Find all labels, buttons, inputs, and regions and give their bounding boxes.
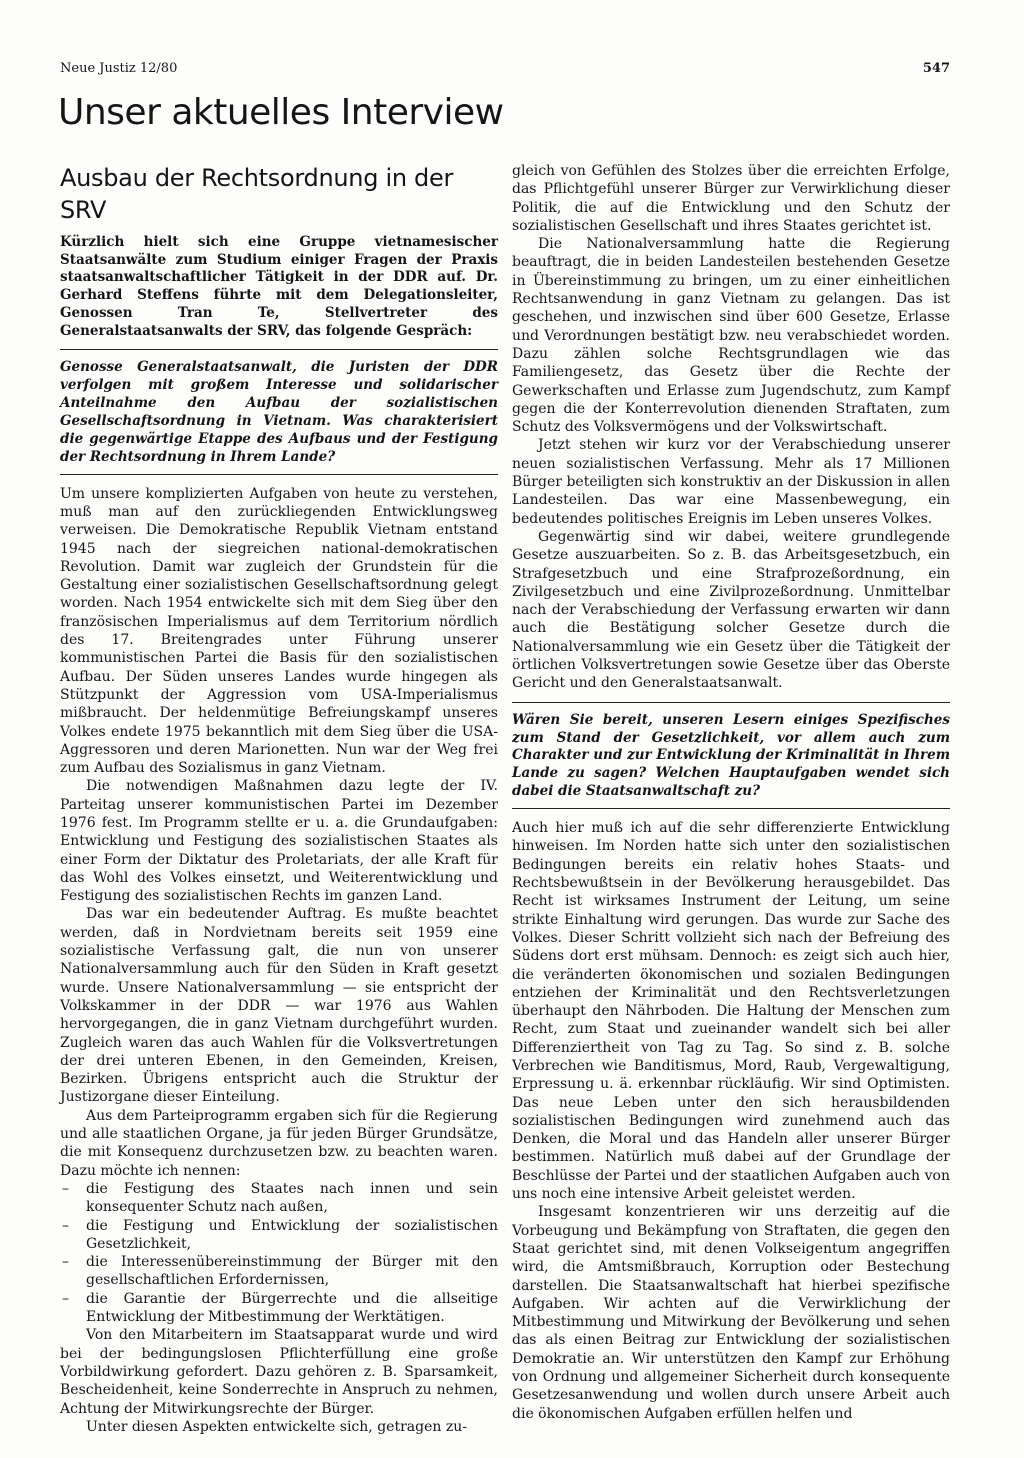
answer-paragraph: Die notwendigen Maßnahmen dazu legte der IV. Parteitag unserer kommunistischen Partei im Dezember 1976 fest. Im Programm stellte er u. a. die Grundaufgaben: Entwicklung und Festigung des sozialistischen Staates als einer Form der Diktatur des Proletariats, der alle Kraft für das Wohl des Volkes einsetzt, und Weiterentwicklung und Festigung des sozialistischen Rechts im ganzen Land. — [60, 778, 498, 905]
answer-paragraph: Unter diesen Aspekten entwickelte sich, getragen zu- — [86, 1418, 467, 1435]
interview-question-1 — [60, 349, 498, 474]
answer-paragraph: Auch hier muß ich auf die sehr differenzierte Entwicklung hinweisen. Im Norden hatte sich unter den sozialistischen Bedingungen bereits ein relativ hohes Staats- und Rechtsbewußtsein in der Bevölkerung herausgebildet. Das Recht ist wirksames Instrument der Leitung, um seine strikte Einhaltung wird gerungen. Das wurde zur Sache des Volkes. Dieser Schritt vollzieht sich nach der Befreiung des Südens dort erst mühsam. Dennoch: es zeigt sich auch hier, die veränderten ökonomischen und sozialen Bedingungen entziehen der Kriminalität und den Rechtsverletzungen überhaupt den Nährboden. Die Haltung der Menschen zum Recht, zum Staat und zueinander wandelt sich bei aller Differenziertheit von Tag zu Tag. So sind z. B. solche Verbrechen wie Banditismus, Mord, Raub, Vergewaltigung, Erpressung u. ä. erkennbar rückläufig. Wir sind Optimisten. Das neue Leben unter den sich herausbildenden sozialistischen Bedingungen wird zunehmend auch das Denken, die Moral und das Handeln aller unserer Bürger bestimmen. Natürlich muß dabei auf der Grundlage der Beschlüsse der Partei und der staatlichen Aufgaben auch von uns noch eine intensive Arbeit geleistet werden. — [512, 820, 950, 1203]
left-column — [60, 162, 498, 1436]
list-item: – die Interessenübereinstimmung der Bürger mit den gesellschaftlichen Erfordernissen, — [60, 1253, 498, 1290]
answer-paragraph: Um unsere komplizierten Aufgaben von heute zu verstehen, muß man auf den zurückliegenden Entwicklungsweg verweisen. Die Demokratische Republik Vietnam entstand 1945 nach der siegreichen national-demokratischen Revolution. Damit war zugleich der Grundstein für die Gestaltung einer sozialistischen Gesellschaftsordnung gelegt worden. Nach 1954 entwickelte sich mit dem Sieg über den französischen Imperialismus auf dem Territorium nördlich des 17. Breitengrades unter Führung unserer kommunistischen Partei die Basis für den sozialistischen Aufbau. Der Süden unseres Landes wurde hingegen als Stützpunkt der Aggression vom USA-Imperialismus mißbraucht. Der heldenmütige Befreiungskampf unseres Volkes endete 1975 bekanntlich mit dem Sieg über die USA-Aggressoren und deren Marionetten. Nun war der Weg frei zum Aufbau des Sozialismus in ganz Vietnam. — [60, 485, 498, 777]
journal-issue: Neue Justiz 12/80 — [60, 61, 178, 76]
list-item: – die Garantie der Bürgerrechte und die allseitige Entwicklung der Mitbestimmung der Werktätigen. — [60, 1290, 498, 1327]
list-item: – die Festigung und Entwicklung der sozialistischen Gesetzlichkeit, — [60, 1217, 498, 1254]
principles-list — [60, 1180, 498, 1326]
answer-paragraph: Aus dem Parteiprogramm ergaben sich für die Regierung und alle staatlichen Organe, ja für jeden Bürger Grundsätze, die mit Konsequenz durchzusetzen bzw. zu beachten waren. Dazu möchte ich nennen: — [60, 1107, 498, 1179]
answer-paragraph: Die Nationalversammlung hatte die Regierung beauftragt, die in beiden Landesteilen bestehenden Gesetze in Übereinstimmung zu bringen, um zu einer einheitlichen Rechtsanwendung in ganz Vietnam zu gelangen. Das ist geschehen, und inzwischen sind über 600 Gesetze, Erlasse und Verordnungen bestätigt bzw. neu verabschiedet worden. Dazu zählen solche Rechtsgrundlagen wie das Familiengesetz, das Gesetz über die Rechte der Gewerkschaften und Erlasse zum Jugendschutz, zum Kampf gegen die der Konterrevolution dienenden Straftaten, zum Schutz des Volksvermögens und der Volkswirtschaft. — [512, 236, 950, 436]
answer-paragraph: Das war ein bedeutender Auftrag. Es mußte beachtet werden, daß in Nordvietnam bereits seit 1959 eine sozialistische Verfassung galt, die nun von unserer Nationalversammlung auch für den Süden in Kraft gesetzt wurde. Unsere Nationalversammlung — sie entspricht der Volkskammer in der DDR — war 1976 aus Wahlen hervorgegangen, die in ganz Vietnam durchgeführt wurden. Zugleich waren das auch Wahlen für die Volksvertretungen der drei unteren Ebenen, in den Gemeinden, Kreisen, Bezirken. Übrigens entspricht auch die Struktur der Justizorgane dieser Einteilung. — [60, 906, 498, 1106]
question-text: Genosse Generalstaatsanwalt, die Juristen der DDR verfolgen mit großem Interesse und solidarischer Anteilnahme den Aufbau der sozialistischen Gesellschaftsordnung in Vietnam. Was charakterisiert die gegenwärtige Etappe des Aufbaus und der Festigung der Rechtsordnung in Ihrem Lande? — [60, 359, 498, 465]
list-item: – die Festigung des Staates nach innen und sein konsequenter Schutz nach außen, — [60, 1180, 498, 1217]
answer-paragraph: gleich von Gefühlen des Stolzes über die erreichten Erfolge, das Pflichtgefühl unserer Bürger zur Verwirklichung dieser Politik, die auf die Entwicklung und den Schutz der sozialistischen Gesellschaft und ihres Staates gerichtet ist. — [512, 163, 950, 234]
interview-question-2 — [512, 702, 950, 810]
answer-paragraph: Gegenwärtig sind wir dabei, weitere grundlegende Gesetze auszuarbeiten. So z. B. das Arbeitsgesetzbuch, ein Strafgesetzbuch und eine Strafprozeßordnung, ein Zivilgesetzbuch und eine Zivilprozeßordnung. Unmittelbar nach der Verabschiedung der Verfassung erwarten wir dann auch die Bestätigung solcher Gesetze durch die Nationalversammlung wie ein Gesetz über die Tätigkeit der örtlichen Volksvertretungen sowie Gesetze über das Oberste Gericht und den Generalstaatsanwalt. — [512, 528, 950, 692]
section-title: Unser aktuelles Interview — [58, 92, 504, 133]
running-header — [60, 60, 950, 77]
answer-paragraph: Von den Mitarbeitern im Staatsapparat wurde und wird bei der bedingungslosen Pflichterfüllung eine große Vorbildwirkung gefordert. Dazu gehören z. B. Sparsamkeit, Bescheidenheit, keine Sonderrechte in Anspruch zu nehmen, Achtung der Mitwirkungsrechte der Bürger. — [60, 1327, 498, 1417]
article-lead: Kürzlich hielt sich eine Gruppe vietnamesischer Staatsanwälte zum Studium einiger Fragen der Praxis staatsanwaltschaftlicher Tätigkeit in der DDR auf. Dr. Gerhard Steffens führte mit dem Delegationsleiter, Genossen Tran Te, Stellvertreter des Generalstaatsanwalts der SRV, das folgende Gespräch: — [60, 234, 498, 339]
question-text: Wären Sie bereit, unseren Lesern einiges Spezifisches zum Stand der Gesetzlichkeit, vor allem auch zum Charakter und zur Entwicklung der Kriminalität in Ihrem Lande zu sagen? Welchen Hauptaufgaben wendet sich dabei die Staatsanwaltschaft zu? — [512, 711, 950, 800]
answer-paragraph: Insgesamt konzentrieren wir uns derzeitig auf die Vorbeugung und Bekämpfung von Straftaten, die gegen den Staat gerichtet sind, mit denen Volkseigentum angegriffen wird, die Amtsmißbrauch, Korruption oder Bestechung darstellen. Die Staatsanwaltschaft hat hierbei spezifische Aufgaben. Wir achten auf die Verwirklichung der Mitbestimmung und Mitwirkung der Bevölkerung und sehen das als einen Beitrag zur Entwicklung der sozialistischen Demokratie an. Wir unterstützen den Kampf zur Erhöhung von Ordnung und allgemeiner Sicherheit durch konsequente Gesetzesanwendung und wollen durch unsere Arbeit auch die ökonomischen Aufgaben erfüllen helfen und — [512, 1204, 950, 1422]
article-title: Ausbau der Rechtsordnung in der SRV — [60, 164, 454, 224]
page-number: 547 — [922, 61, 950, 76]
right-column — [512, 162, 950, 1423]
answer-paragraph: Jetzt stehen wir kurz vor der Verabschiedung unserer neuen sozialistischen Verfassung. Mehr als 17 Millionen Bürger beteiligten sich konstruktiv an der Diskussion in allen Landesteilen. Das war eine Massenbewegung, ein bedeutendes politisches Ereignis im Leben unseres Volkes. — [512, 437, 950, 527]
